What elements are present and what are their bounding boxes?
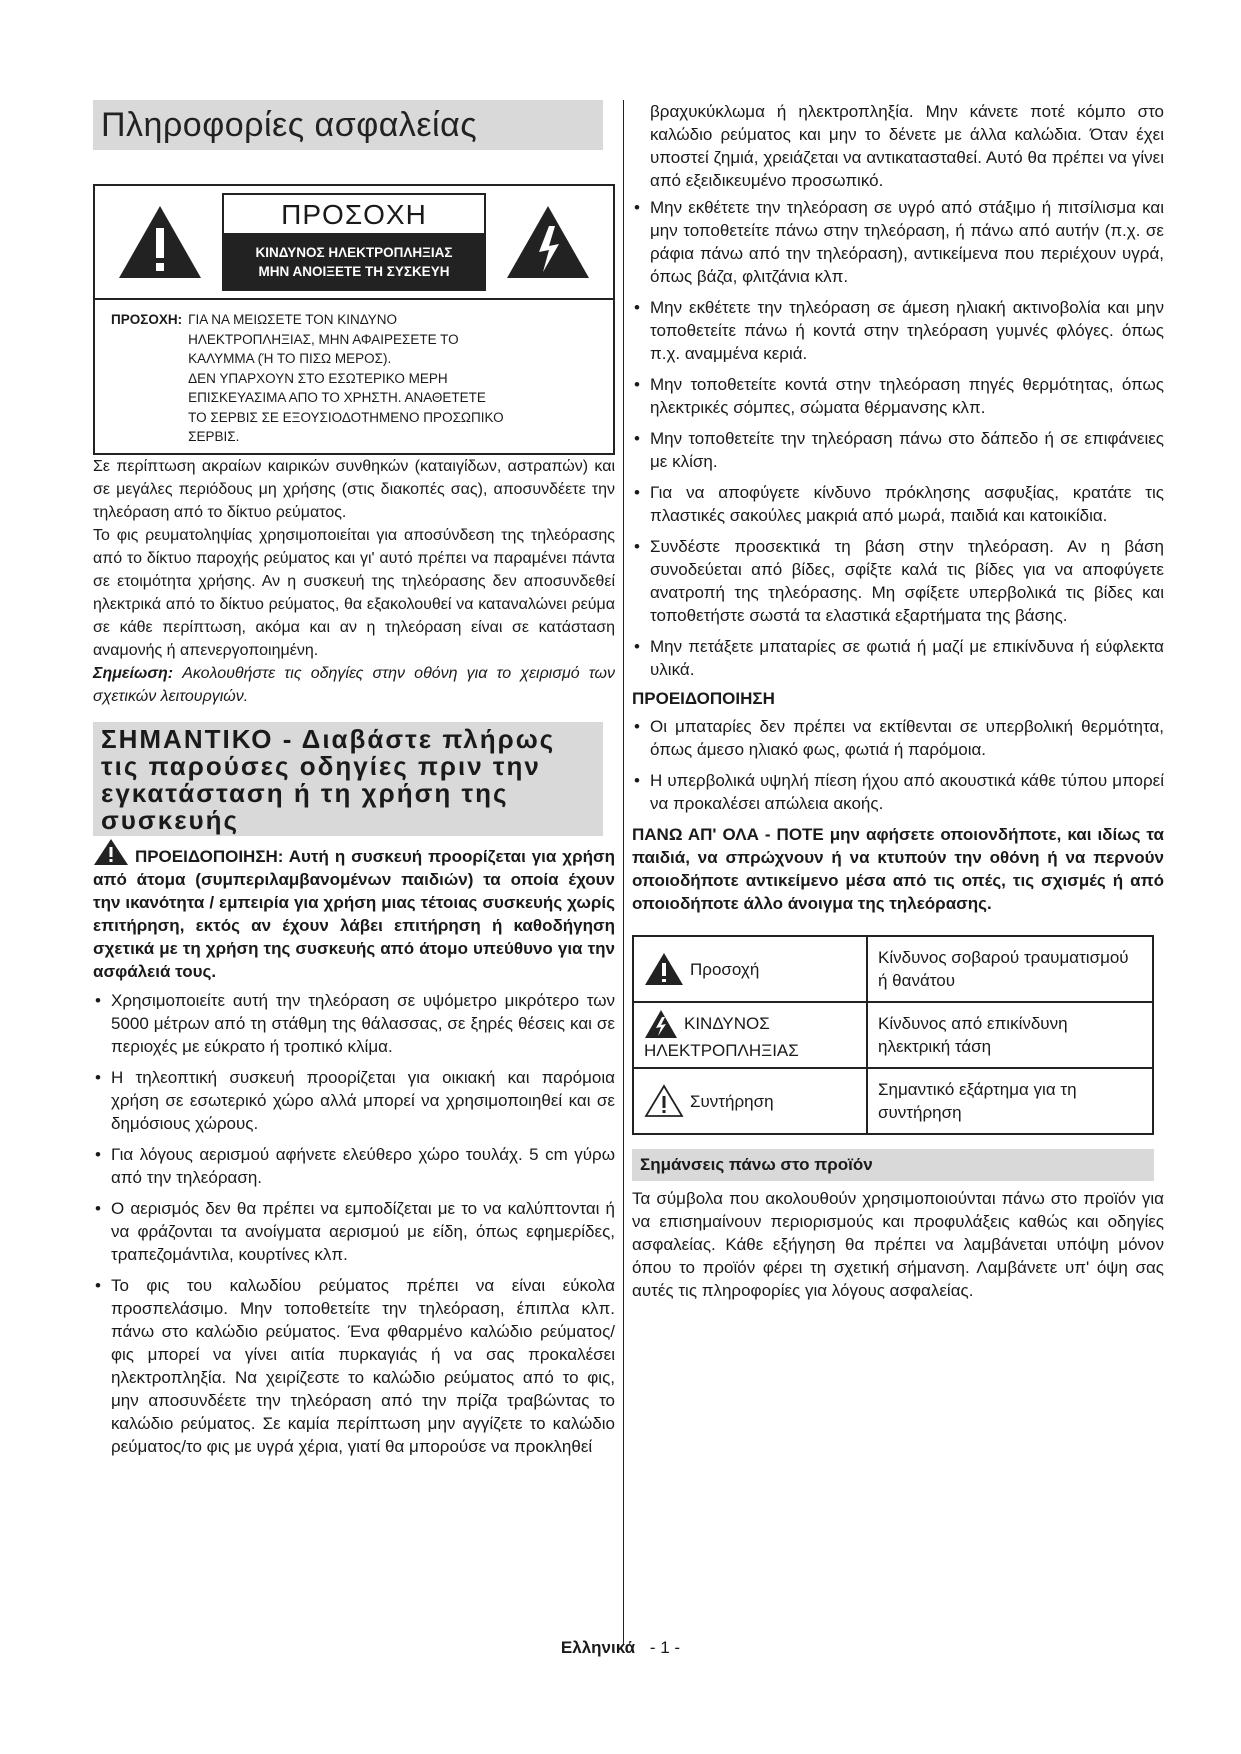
list-item: • Χρησιμοποιείτε αυτή την τηλεόραση σε υψόμετρο μικρότερο των 5000 μέτρων από τη στάθμη της θάλασσας, σε ξηρές θέσεις και σε περιοχές με εύκρατο ή τροπικό κλίμα. xyxy=(93,989,615,1058)
maintenance-icon xyxy=(644,1084,684,1118)
never-paragraph: ΠΑΝΩ ΑΠ' ΟΛΑ - ΠΟΤΕ μην αφήσετε οποιονδήποτε, και ιδίως τα παιδιά, να σπρώχνουν ή να κτυπούν την οθόνη ή να περνούν οποιοδήποτε αντικείμενο μέσα από τις οπές, τις σχισμές ή από οποιοδήποτε άλλο άνοιγμα της τηλεόρασης. xyxy=(632,825,1164,913)
list-item: • Για να αποφύγετε κίνδυνο πρόκλησης ασφυξίας, κρατάτε τις πλαστικές σακούλες μακριά από μωρά, παιδιά και κατοικίδια. xyxy=(632,481,1164,527)
lightning-warning-icon xyxy=(503,202,593,282)
caution-text-line: ΣΕΡΒΙΣ. xyxy=(188,429,240,444)
symbol-description: Κίνδυνος σοβαρού τραυματισμού ή θανάτου xyxy=(867,936,1153,1002)
list-item: • Το φις του καλωδίου ρεύματος πρέπει να είναι εύκολα προσπελάσιμο. Μην τοποθετείτε την τηλεόραση, έπιπλα κλπ. πάνω στο καλώδιο ρεύματος. Ένα φθαρμένο καλώδιο ρεύματος/φις μπορεί να γίνει αιτία πυρκαγιάς ή να σας προκαλέσει ηλεκτροπληξία. Να χειρίζεστε το καλώδιο ρεύματος από το φις, μην αποσυνδέετε την τηλεόραση από την πρίζα τραβώντας το καλώδιο ρεύματος. Σε καμία περίπτωση μην αγγίζετε το καλώδιο ρεύματος/το φις με υγρά χέρια, γιατί θα μπορούσε να προκληθεί xyxy=(93,1274,615,1458)
list-item: • Μην εκθέτετε την τηλεόραση σε υγρό από στάξιμο ή πιτσίλισμα και μην τοποθετείτε πάνω στην τηλεόραση, ή πάνω από αυτήν (π.χ. σε ράφια πάνω από την τηλεόραση), αντικείμενα που περιέχουν υγρά, όπως βάζα, φλιτζάνια κλπ. xyxy=(632,196,1164,288)
warning-heading: ΠΡΟΕΙΔΟΠΟΙΗΣΗ xyxy=(632,689,775,708)
page-footer xyxy=(0,1638,1241,1658)
caution-text-line: ΕΠΙΣΚΕΥΑΣΙΜΑ ΑΠΟ ΤΟ ΧΡΗΣΤΗ. ΑΝΑΘΕΤΕΤΕ xyxy=(188,390,486,405)
symbol-cell xyxy=(633,1002,867,1068)
important-heading: ΣΗΜΑΝΤΙΚΟ - Διαβάστε πλήρως τις παρούσες οδηγίες πριν την εγκατάσταση ή τη χρήση της συσκευής xyxy=(101,723,556,835)
table-row xyxy=(633,936,1153,1002)
important-heading-box xyxy=(93,722,603,836)
shock-hazard-banner xyxy=(224,235,484,289)
symbol-description: Σημαντικό εξάρτημα για τη συντήρηση xyxy=(867,1068,1153,1134)
exclamation-warning-icon xyxy=(115,202,205,282)
title-bar xyxy=(93,100,603,150)
symbol-table xyxy=(632,935,1154,1135)
note-label: Σημείωση: xyxy=(93,664,174,682)
list-item: • Η υπερβολικά υψηλή πίεση ήχου από ακουστικά κάθε τύπου μπορεί να προκαλέσει απώλεια ακοής. xyxy=(632,769,1164,815)
caution-title: ΠΡΟΣΟΧΗ xyxy=(224,195,484,235)
symbol-label: Συντήρηση xyxy=(690,1091,774,1111)
markings-heading: Σημάνσεις πάνω στο προϊόν xyxy=(632,1149,1154,1181)
left-column xyxy=(93,100,615,1466)
symbol-label: ΚΙΝΔΥΝΟΣ xyxy=(684,1014,770,1033)
note-paragraph xyxy=(93,662,615,708)
warning-paragraph-text: ΠΡΟΕΙΔΟΠΟΙΗΣΗ: Αυτή η συσκευή προορίζεται για χρήση από άτομα (συμπεριλαμβανομένων παιδιών) τα οποία έχουν την ικανότητα / εμπειρία για χρήση μιας τέτοιας συσκευής χωρίς επιτήρηση, εκτός αν έχουν λάβει επιτήρηση ή καθοδήγηση σχετικά με τη χρήση της συσκευής από άτομο υπεύθυνο για την ασφάλειά τους. xyxy=(93,846,615,981)
list-item: • Μην εκθέτετε την τηλεόραση σε άμεση ηλιακή ακτινοβολία και μην τοποθετείτε πάνω ή κοντά στην τηλεόραση γυμνές φλόγες. όπως π.χ. αναμμένα κεριά. xyxy=(632,296,1164,365)
table-row xyxy=(633,1068,1153,1134)
caution-text-line: ΚΑΛΥΜΜΑ (Ή ΤΟ ΠΙΣΩ ΜΕΡΟΣ). xyxy=(188,351,392,366)
warning-bullet-list xyxy=(632,715,1164,815)
list-item: • Για λόγους αερισμού αφήνετε ελεύθερο χώρο τουλάχ. 5 cm γύρω από την τηλεόραση. xyxy=(93,1143,615,1189)
list-item: • Η τηλεοπτική συσκευή προορίζεται για οικιακή και παρόμοια χρήση σε εσωτερικό χώρο αλλά μπορεί να χρησιμοποιηθεί και σε δημόσιους χώρους. xyxy=(93,1066,615,1135)
list-item: • Ο αερισμός δεν θα πρέπει να εμποδίζεται με το να καλύπτονται ή να φράζονται τα ανοίγματα αερισμού με είδη, όπως εφημερίδες, τραπεζομάντιλα, κουρτίνες κλπ. xyxy=(93,1197,615,1266)
symbol-label-line2: ΗΛΕΚΤΡΟΠΛΗΞΙΑΣ xyxy=(644,1040,799,1060)
continued-paragraph: βραχυκύκλωμα ή ηλεκτροπληξία. Μην κάνετε ποτέ κόμπο στο καλώδιο ρεύματος και μην το δένετε με άλλα καλώδια. Όταν έχει υποστεί ζημιά, χρειάζεται να αντικατασταθεί. Αυτό θα πρέπει να γίνει από εξειδικευμένο προσωπικό. xyxy=(650,102,1164,190)
caution-text-line: ΓΙΑ ΝΑ ΜΕΙΩΣΕΤΕ ΤΟΝ ΚΙΝΔΥΝΟ xyxy=(188,312,398,327)
page-title: Πληροφορίες ασφαλείας xyxy=(101,106,478,144)
footer-language: Ελληνικά xyxy=(560,1638,636,1657)
left-bullet-list xyxy=(93,989,615,1458)
list-item: • Οι μπαταρίες δεν πρέπει να εκτίθενται σε υπερβολική θερμότητα, όπως άμεσο ηλιακό φως, φωτιά ή παρόμοια. xyxy=(632,715,1164,761)
table-row xyxy=(633,1002,1153,1068)
column-divider xyxy=(623,100,624,1645)
caution-text-line: ΗΛΕΚΤΡΟΠΛΗΞΙΑΣ, ΜΗΝ ΑΦΑΙΡΕΣΕΤΕ ΤΟ xyxy=(188,331,459,347)
warning-paragraph xyxy=(93,838,615,983)
caution-text-line: ΔΕΝ ΥΠΑΡΧΟΥΝ ΣΤΟ ΕΣΩΤΕΡΙΚΟ ΜΕΡΗ xyxy=(188,370,448,386)
markings-paragraph: Τα σύμβολα που ακολουθούν χρησιμοποιούνται πάνω στο προϊόν για να επισημαίνουν περιορισμούς και προφυλάξεις καθώς και οδηγίες ασφαλείας. Κάθε εξήγηση θα πρέπει να λαμβάνεται υπόψη μόνον όπου το προϊόν φέρει τη σχετική σήμανση. Λαμβάνετε υπ' όψη σας αυτές τις πληροφορίες για λόγους ασφαλείας. xyxy=(632,1189,1164,1300)
page-number: - 1 - xyxy=(649,1638,681,1657)
right-bullet-list xyxy=(632,196,1164,681)
symbol-cell xyxy=(633,936,867,1002)
electric-shock-icon xyxy=(644,1009,678,1039)
list-item: • Μην τοποθετείτε κοντά στην τηλεόραση πηγές θερμότητας, όπως ηλεκτρικές σόμπες, σώματα θέρμανσης κλπ. xyxy=(632,373,1164,419)
note-text: Ακολουθήστε τις οδηγίες στην οθόνη για το χειρισμό των σχετικών λειτουργιών. xyxy=(93,664,616,705)
weather-paragraph: Σε περίπτωση ακραίων καιρικών συνθηκών (καταιγίδων, αστραπών) και σε μεγάλες περιόδους μη χρήσης (στις διακοπές σας), αποσυνδέετε την τηλεόραση από το δίκτυο ρεύματος. xyxy=(93,457,615,521)
caution-text-block xyxy=(95,300,613,453)
caution-box xyxy=(93,184,615,455)
plug-paragraph: Το φις ρευματοληψίας χρησιμοποιείται για αποσύνδεση της τηλεόρασης από το δίκτυο παροχής ρεύματος και γι' αυτό πρέπει να παραμένει πάντα σε ετοιμότητα χρήσης. Αν η συσκευή της τηλεόρασης δεν αποσυνδεθεί ηλεκτρικά από το δίκτυο ρεύματος, θα εξακολουθεί να καταναλώνει ρεύμα σε κάθε περίπτωση, ακόμα και αν η τηλεόραση είναι σε κατάσταση αναμονής ή απενεργοποιημένη. xyxy=(93,526,615,659)
list-item: • Συνδέστε προσεκτικά τη βάση στην τηλεόραση. Αν η βάση συνοδεύεται από βίδες, σφίξτε καλά τις βίδες για να αποφύγετε ανατροπή της τηλεόρασης. Μη σφίξετε υπερβολικά τις βίδες και τοποθετήστε σωστά τα ελαστικά εξαρτήματα της βάσης. xyxy=(632,535,1164,627)
symbol-label: Προσοχή xyxy=(690,959,760,979)
caution-icon xyxy=(644,952,684,986)
symbol-cell xyxy=(633,1068,867,1134)
list-item: • Μην πετάξετε μπαταρίες σε φωτιά ή μαζί με επικίνδυνα ή εύφλεκτα υλικά. xyxy=(632,635,1164,681)
shock-hazard-line2: ΜΗΝ ΑΝΟΙΞΕΤΕ ΤΗ ΣΥΣΚΕΥΗ xyxy=(258,264,450,279)
right-column xyxy=(632,100,1164,1302)
shock-hazard-line1: ΚΙΝΔΥΝΟΣ ΗΛΕΚΤΡΟΠΛΗΞΙΑΣ xyxy=(255,245,453,260)
caution-box-header xyxy=(95,186,613,300)
caution-label-block xyxy=(222,193,486,291)
caution-text-line: ΤΟ ΣΕΡΒΙΣ ΣΕ ΕΞΟΥΣΙΟΔΟΤΗΜΕΝΟ ΠΡΟΣΩΠΙΚΟ xyxy=(188,409,504,425)
caution-text-lines xyxy=(188,310,503,447)
caution-text-label: ΠΡΟΣΟΧΗ: xyxy=(111,312,183,327)
warning-triangle-icon xyxy=(93,838,129,866)
list-item: • Μην τοποθετείτε την τηλεόραση πάνω στο δάπεδο ή σε επιφάνειες με κλίση. xyxy=(632,427,1164,473)
symbol-description: Κίνδυνος από επικίνδυνη ηλεκτρική τάση xyxy=(867,1002,1153,1068)
